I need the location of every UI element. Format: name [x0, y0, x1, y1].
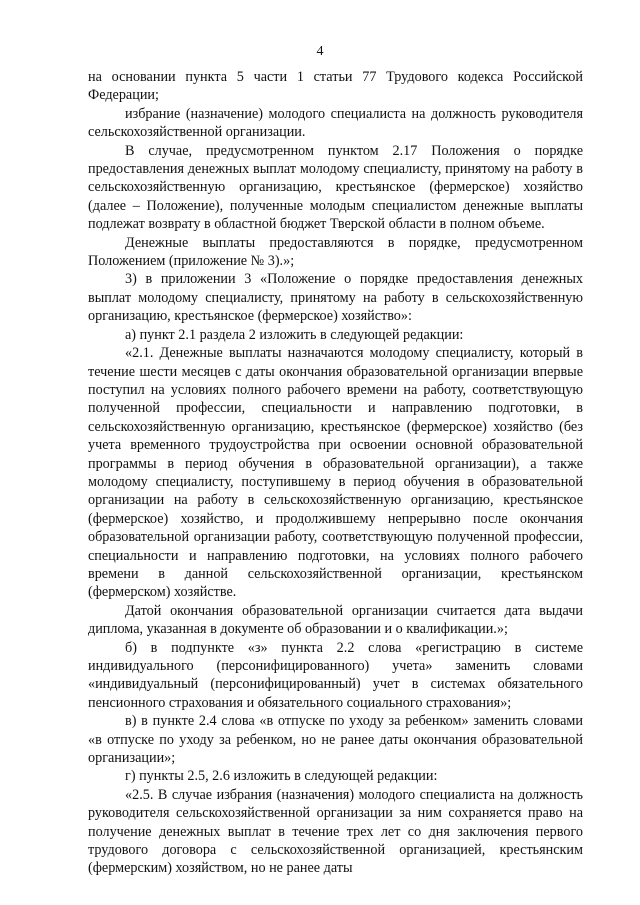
paragraph: 3) в приложении 3 «Положение о порядке предоставления денежных выплат молодому специалисту, принятому на работу в сельскохозяйственную организацию, крестьянское (фермерское) хозяйство»: — [88, 271, 583, 325]
document-body — [88, 68, 583, 878]
page-number: 4 — [316, 44, 324, 59]
paragraph: г) пункты 2.5, 2.6 изложить в следующей редакции: — [125, 768, 438, 785]
paragraph: в) в пункте 2.4 слова «в отпуске по уходу за ребенком» заменить словами «в отпуске по уходу за ребенком, но не ранее даты окончания образовательной организации»; — [88, 713, 583, 767]
paragraph: В случае, предусмотренном пунктом 2.17 Положения о порядке предоставления денежных выплат молодому специалисту, принятому на работу в сельскохозяйственную организацию, крестьянское (фермерское) хозяйство (далее – Положение), полученные молодым специалистом денежные выплаты подлежат возврату в областной бюджет Тверской области в полном объеме. — [88, 142, 583, 233]
paragraph: б) в подпункте «з» пункта 2.2 слова «регистрацию в системе индивидуального (персонифицированного) учета» заменить словами «индивидуальный (персонифицированный) учет в системах обязательного пенсионного страхования и обязательного социального страхования»; — [88, 639, 583, 711]
paragraph: а) пункт 2.1 раздела 2 изложить в следующей редакции: — [125, 326, 464, 343]
paragraph: избрание (назначение) молодого специалиста на должность руководителя сельскохозяйственной организации. — [88, 105, 583, 141]
paragraph: «2.5. В случае избрания (назначения) молодого специалиста на должность руководителя сельскохозяйственной организации за ним сохраняется право на получение денежных выплат в течение трех лет со дня заключения первого трудового договора с сельскохозяйственной организацией, крестьянским (фермерским) хозяйством, но не ранее даты — [88, 786, 583, 877]
paragraph: Денежные выплаты предоставляются в порядке, предусмотренном Положением (приложение № 3).»; — [88, 234, 583, 270]
paragraph: на основании пункта 5 части 1 статьи 77 Трудового кодекса Российской Федерации; — [88, 69, 583, 104]
paragraph: Датой окончания образовательной организации считается дата выдачи диплома, указанная в документе об образовании и о квалификации.»; — [88, 602, 583, 638]
paragraph: «2.1. Денежные выплаты назначаются молодому специалисту, который в течение шести месяцев с даты окончания образовательной организации впервые поступил на условиях полного рабочего времени на работу, соответствующую полученной профессии, специальности и направлению подготовки, в сельскохозяйственную организацию, крестьянское (фермерское) хозяйство (без учета временного трудоустройства при освоении основной образовательной программы в период обучения в образовательной организации), а также молодому специалисту, поступившему в период обучения в образовательной организации на работу в сельскохозяйственную организацию, крестьянское (фермерское) хозяйство, и продолжившему непрерывно после окончания образовательной организации работу, соответствующую полученной профессии, специальности и направлению подготовки, на условиях полного рабочего времени в данной сельскохозяйственной организации, крестьянском (фермерском) хозяйстве. — [88, 345, 583, 601]
